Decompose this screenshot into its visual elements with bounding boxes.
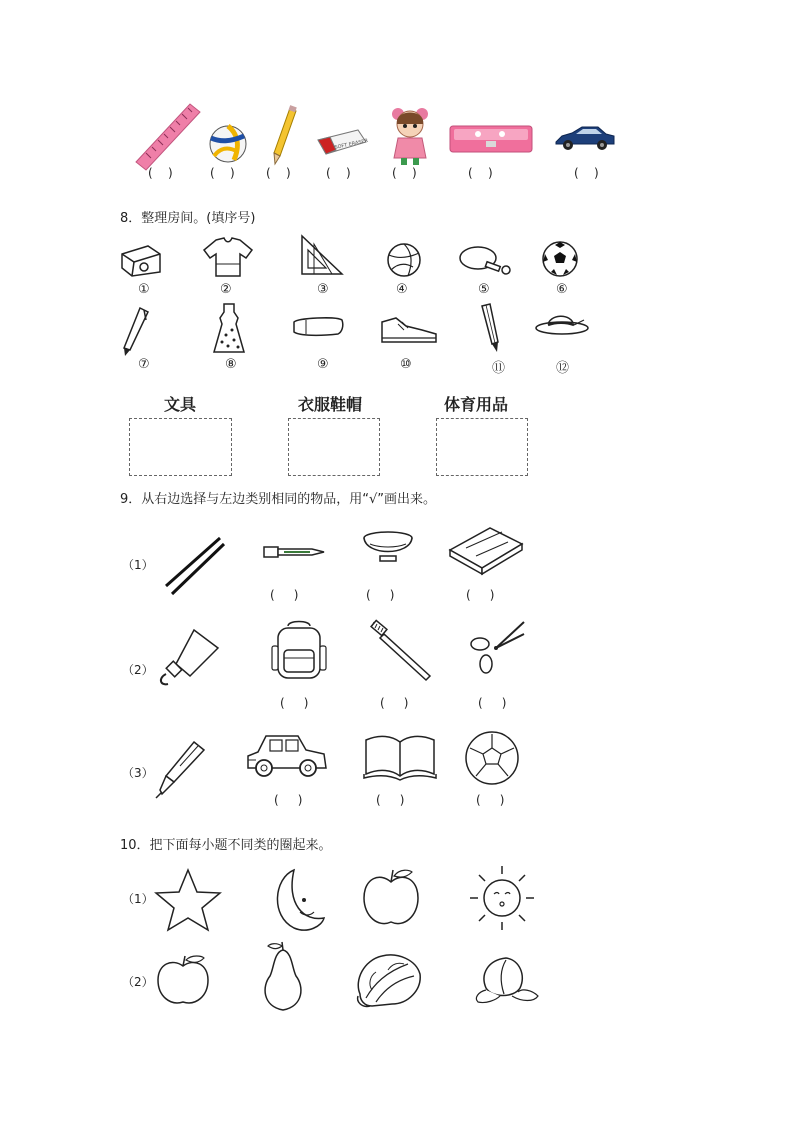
soccer-ball-outline-icon	[464, 730, 520, 786]
item-number: ⑦	[138, 357, 150, 372]
answer-blank[interactable]: ( )	[476, 793, 505, 807]
volleyball-outline-icon	[386, 242, 422, 278]
answer-blank[interactable]: ( )	[280, 696, 309, 710]
item-number: ⑩	[400, 357, 412, 372]
ping-pong-paddle-icon	[458, 244, 514, 278]
scissors-icon	[466, 618, 528, 680]
shirt-icon	[202, 236, 254, 278]
answer-blank[interactable]: ( )	[478, 696, 507, 710]
apple-icon[interactable]	[154, 952, 212, 1008]
eraser-brand-label: SOFT ERASER	[334, 137, 369, 151]
car-icon	[554, 124, 616, 152]
open-book-icon	[362, 732, 438, 782]
question-10-title: 10．把下面每小题不同类的圈起来。	[120, 838, 332, 853]
item-number: ⑫	[556, 361, 570, 376]
item-number: ①	[138, 282, 150, 297]
sub-question-label: （3）	[122, 766, 154, 780]
pencil-outline-icon	[478, 302, 502, 354]
sports-answer-box[interactable]	[436, 418, 528, 476]
question-9-title: 9．从右边选择与左边类别相同的物品，用“√”画出来。	[120, 492, 437, 507]
chopsticks-icon	[162, 534, 226, 598]
category-sports-title: 体育用品	[444, 395, 509, 414]
star-icon[interactable]	[152, 866, 224, 934]
answer-blank[interactable]: ( )	[210, 166, 235, 180]
soccer-ball-icon	[541, 240, 579, 278]
car-outline-icon	[244, 728, 330, 780]
pen-icon	[120, 304, 152, 356]
item-number: ⑧	[225, 357, 237, 372]
answer-blank[interactable]: ( )	[392, 166, 417, 180]
item-number: ⑤	[478, 282, 490, 297]
bowl-icon	[360, 528, 416, 566]
pear-icon[interactable]	[256, 940, 310, 1014]
fork-icon	[262, 538, 326, 566]
answer-blank[interactable]: ( )	[366, 588, 395, 602]
sub-question-label: （2）	[122, 975, 154, 989]
set-square-icon	[298, 234, 346, 278]
answer-blank[interactable]: ( )	[376, 793, 405, 807]
answer-blank[interactable]: ( )	[148, 166, 173, 180]
answer-blank[interactable]: ( )	[274, 793, 303, 807]
pencil-case-icon	[448, 122, 534, 156]
pencil-icon	[270, 106, 300, 166]
question-8-title: 8．整理房间。(填序号)	[120, 211, 256, 226]
sub-question-label: （1）	[122, 892, 154, 906]
doll-icon	[388, 104, 432, 168]
volleyball-icon	[208, 124, 248, 164]
sub-question-label: （1）	[122, 558, 154, 572]
clothing-answer-box[interactable]	[288, 418, 380, 476]
answer-blank[interactable]: ( )	[466, 588, 495, 602]
crescent-moon-icon[interactable]	[264, 868, 326, 934]
item-number: ④	[396, 282, 408, 297]
sun-hat-icon	[534, 308, 590, 340]
ruler-icon	[132, 100, 202, 170]
stationery-answer-box[interactable]	[129, 418, 232, 476]
category-clothing-title: 衣服鞋帽	[298, 395, 363, 414]
toothpaste-tube-icon	[154, 626, 224, 688]
sneaker-icon	[378, 312, 440, 348]
eraser-icon	[314, 124, 370, 160]
backpack-icon	[270, 620, 328, 684]
answer-blank[interactable]: ( )	[574, 166, 599, 180]
pencil-sharpener-icon	[118, 240, 164, 278]
item-number: ②	[220, 282, 232, 297]
toothbrush-icon	[368, 620, 434, 682]
dress-icon	[212, 302, 246, 356]
answer-blank[interactable]: ( )	[270, 588, 299, 602]
cabbage-icon[interactable]	[352, 950, 424, 1012]
fountain-pen-icon	[152, 738, 206, 800]
category-stationery-title: 文具	[164, 395, 197, 414]
item-number: ③	[317, 282, 329, 297]
item-number: ⑨	[317, 357, 329, 372]
item-number: ⑥	[556, 282, 568, 297]
answer-blank[interactable]: ( )	[266, 166, 291, 180]
answer-blank[interactable]: ( )	[468, 166, 493, 180]
apple-icon[interactable]	[360, 866, 422, 930]
item-number: ⑪	[492, 361, 506, 376]
answer-blank[interactable]: ( )	[380, 696, 409, 710]
eraser-outline-icon	[290, 314, 346, 338]
answer-blank[interactable]: ( )	[326, 166, 351, 180]
sun-icon[interactable]	[464, 862, 540, 934]
peach-icon[interactable]	[470, 952, 540, 1008]
pencil-case-outline-icon	[446, 520, 526, 576]
sub-question-label: （2）	[122, 663, 154, 677]
